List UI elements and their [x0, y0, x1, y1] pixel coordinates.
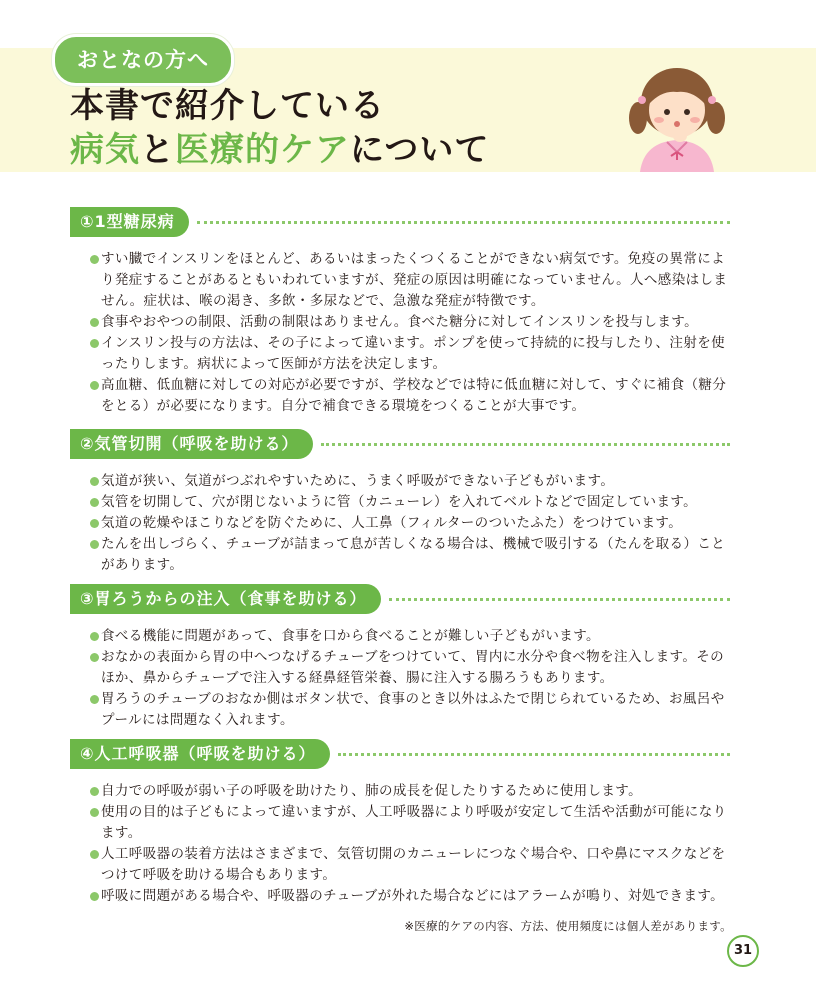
- bullet-dot-icon: [90, 850, 99, 859]
- bullet-dot-icon: [90, 892, 99, 901]
- list-item-line: たんを出しづらく、チューブが詰まって息が苦しくなる場合は、機械で吸引する（たんを取る）こと: [101, 536, 726, 552]
- title-segment: と: [140, 130, 175, 170]
- list-item-line: 高血糖、低血糖に対しての対応が必要ですが、学校などでは特に低血糖に対して、すぐに補食（糖分: [101, 377, 727, 393]
- bullet-dot-icon: [90, 477, 99, 486]
- list-item: [70, 333, 729, 375]
- bullet-dot-icon: [90, 787, 99, 796]
- section-heading-row: [70, 207, 730, 237]
- bullet-list: [70, 471, 730, 576]
- bullet-dot-icon: [90, 808, 99, 817]
- list-item-line: があります。: [101, 557, 184, 573]
- section-heading-row: [70, 584, 730, 614]
- bullet-list: [70, 781, 730, 907]
- bullet-dot-icon: [90, 339, 99, 348]
- bullet-dot-icon: [90, 381, 99, 390]
- section-heading: ④人工呼吸器（呼吸を助ける）: [70, 739, 330, 769]
- list-item-line: 胃ろうのチューブのおなか側はボタン状で、食事のとき以外はふたで閉じられているため、お風呂や: [101, 691, 725, 707]
- bullet-list: [70, 626, 730, 731]
- list-item-line: ったりします。病状によって医師が方法を決定します。: [101, 356, 447, 372]
- list-item-line: ほか、鼻からチューブで注入する経鼻経管栄養、腸に注入する腸ろうもあります。: [101, 670, 614, 686]
- list-item-line: 自力での呼吸が弱い子の呼吸を助けたり、肺の成長を促したりするために使用します。: [101, 783, 643, 799]
- dotted-divider: [197, 221, 730, 224]
- list-item: [70, 886, 729, 907]
- list-item-line: り発症することがあるともいわれていますが、発症の原因は明確になっていません。人へ感染はしま: [101, 272, 728, 288]
- list-item-line: せん。症状は、喉の渇き、多飲・多尿などで、急激な発症が特徴です。: [101, 293, 545, 309]
- section-heading: ①1型糖尿病: [70, 207, 189, 237]
- title-segment: 病気: [70, 130, 140, 170]
- bullet-dot-icon: [90, 255, 99, 264]
- section-heading-row: [70, 739, 730, 769]
- section-1: [70, 207, 730, 417]
- title-segment: 医療的ケア: [175, 130, 350, 170]
- girl-illustration-icon: [622, 60, 732, 172]
- list-item: [70, 844, 729, 886]
- list-item: [70, 312, 729, 333]
- section-2: [70, 429, 730, 576]
- list-item-line: 気道が狭い、気道がつぶれやすいために、うまく呼吸ができない子どもがいます。: [101, 473, 615, 489]
- section-3: [70, 584, 730, 731]
- footnote: ※医療的ケアの内容、方法、使用頻度には個人差があります。: [404, 919, 732, 933]
- section-heading-row: [70, 429, 730, 459]
- list-item: [70, 471, 729, 492]
- audience-tag: おとなの方へ: [52, 34, 234, 86]
- list-item: [70, 513, 729, 534]
- list-item: [70, 647, 729, 689]
- page-title: [70, 84, 489, 172]
- list-item-line: 呼吸に問題がある場合や、呼吸器のチューブが外れた場合などにはアラームが鳴り、対処できます。: [101, 888, 725, 904]
- bullet-dot-icon: [90, 653, 99, 662]
- page-number: 31: [727, 935, 759, 967]
- dotted-divider: [338, 753, 730, 756]
- bullet-dot-icon: [90, 519, 99, 528]
- bullet-dot-icon: [90, 632, 99, 641]
- title-line-2: [70, 128, 489, 172]
- list-item-line: 食事やおやつの制限、活動の制限はありません。食べた糖分に対してインスリンを投与します。: [101, 314, 699, 330]
- list-item-line: プールには問題なく入れます。: [101, 712, 294, 728]
- list-item-line: 食べる機能に問題があって、食事を口から食べることが難しい子どもがいます。: [101, 628, 600, 644]
- list-item-line: 気管を切開して、穴が閉じないように管（カニューレ）を入れてベルトなどで固定しています。: [101, 494, 698, 510]
- list-item: [70, 781, 729, 802]
- list-item: [70, 802, 729, 844]
- bullet-dot-icon: [90, 498, 99, 507]
- section-heading: ②気管切開（呼吸を助ける）: [70, 429, 313, 459]
- list-item: [70, 534, 729, 576]
- list-item-line: つけて呼吸を助ける場合もあります。: [101, 867, 337, 883]
- list-item: [70, 492, 729, 513]
- list-item-line: すい臓でインスリンをほとんど、あるいはまったくつくることができない病気です。免疫の異常によ: [101, 251, 726, 267]
- bullet-dot-icon: [90, 540, 99, 549]
- list-item-line: 使用の目的は子どもによって違いますが、人工呼吸器により呼吸が安定して生活や活動が可能になり: [101, 804, 727, 820]
- list-item: [70, 375, 729, 417]
- list-item: [70, 249, 729, 312]
- dotted-divider: [389, 598, 730, 601]
- dotted-divider: [321, 443, 730, 446]
- list-item-line: おなかの表面から胃の中へつなげるチューブをつけていて、胃内に水分や食べ物を注入します。その: [101, 649, 725, 665]
- list-item-line: インスリン投与の方法は、その子によって違います。ポンプを使って持続的に投与したり、注射を使: [101, 335, 726, 351]
- list-item-line: 気道の乾燥やほこりなどを防ぐために、人工鼻（フィルターのついたふた）をつけています。: [101, 515, 683, 531]
- list-item: [70, 689, 729, 731]
- list-item-line: 人工呼吸器の装着方法はさまざまで、気管切開のカニューレにつなぐ場合や、口や鼻にマスクなどを: [101, 846, 726, 862]
- list-item: [70, 626, 729, 647]
- list-item-line: ます。: [101, 825, 142, 841]
- title-segment: について: [350, 130, 490, 170]
- bullet-dot-icon: [90, 318, 99, 327]
- list-item-line: をとる）が必要になります。自分で補食できる環境をつくることが大事です。: [101, 398, 586, 414]
- title-line-1: 本書で紹介している: [70, 86, 385, 126]
- section-heading: ③胃ろうからの注入（食事を助ける）: [70, 584, 381, 614]
- bullet-list: [70, 249, 730, 417]
- section-4: [70, 739, 730, 907]
- bullet-dot-icon: [90, 695, 99, 704]
